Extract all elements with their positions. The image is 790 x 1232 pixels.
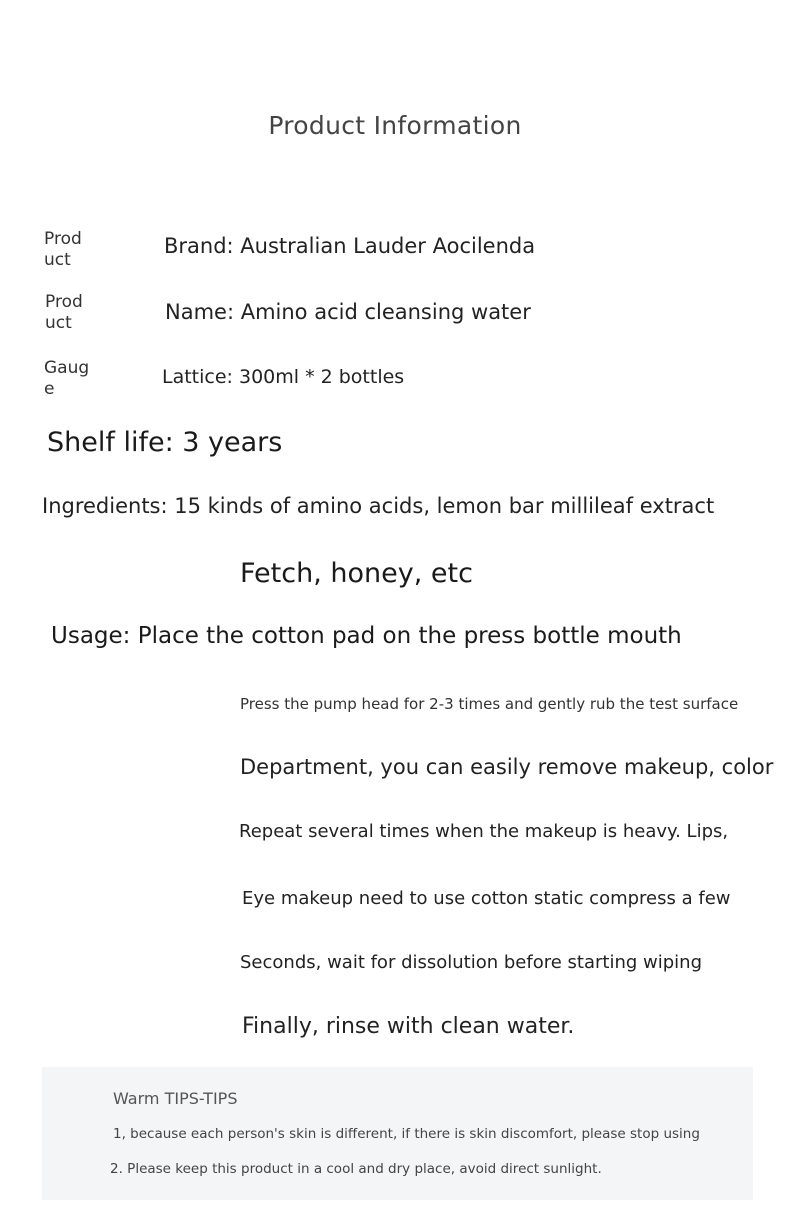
usage-line: Seconds, wait for dissolution before starting wiping: [240, 952, 702, 973]
spec-text: Lattice: 300ml * 2 bottles: [162, 366, 405, 388]
page-title: Product Information: [268, 111, 522, 140]
usage-line: Repeat several times when the makeup is heavy. Lips,: [239, 821, 729, 842]
brand-text: Brand: Australian Lauder Aocilenda: [164, 234, 536, 258]
tip-item: 1, because each person's skin is different, if there is skin discomfort, please stop using: [113, 1126, 700, 1142]
row-label: Prod uct: [44, 229, 82, 270]
row-label: Prod uct: [45, 292, 83, 333]
ingredients-continued: Fetch, honey, etc: [240, 558, 473, 589]
tips-box: [42, 1067, 753, 1200]
shelf-life: Shelf life: 3 years: [47, 427, 283, 458]
usage-line: Press the pump head for 2-3 times and gently rub the test surface: [240, 695, 739, 713]
usage-line: Department, you can easily remove makeup, color: [240, 755, 774, 779]
usage-heading: Usage: Place the cotton pad on the press bottle mouth: [51, 623, 682, 649]
name-text: Name: Amino acid cleansing water: [165, 300, 531, 324]
tips-title: Warm TIPS-TIPS: [113, 1089, 238, 1108]
usage-line: Eye makeup need to use cotton static compress a few: [242, 888, 731, 909]
usage-line: Finally, rinse with clean water.: [242, 1014, 575, 1039]
ingredients: Ingredients: 15 kinds of amino acids, lemon bar millileaf extract: [42, 494, 715, 518]
row-label: Gaug e: [44, 358, 90, 399]
tip-item: 2. Please keep this product in a cool and dry place, avoid direct sunlight.: [110, 1161, 602, 1177]
